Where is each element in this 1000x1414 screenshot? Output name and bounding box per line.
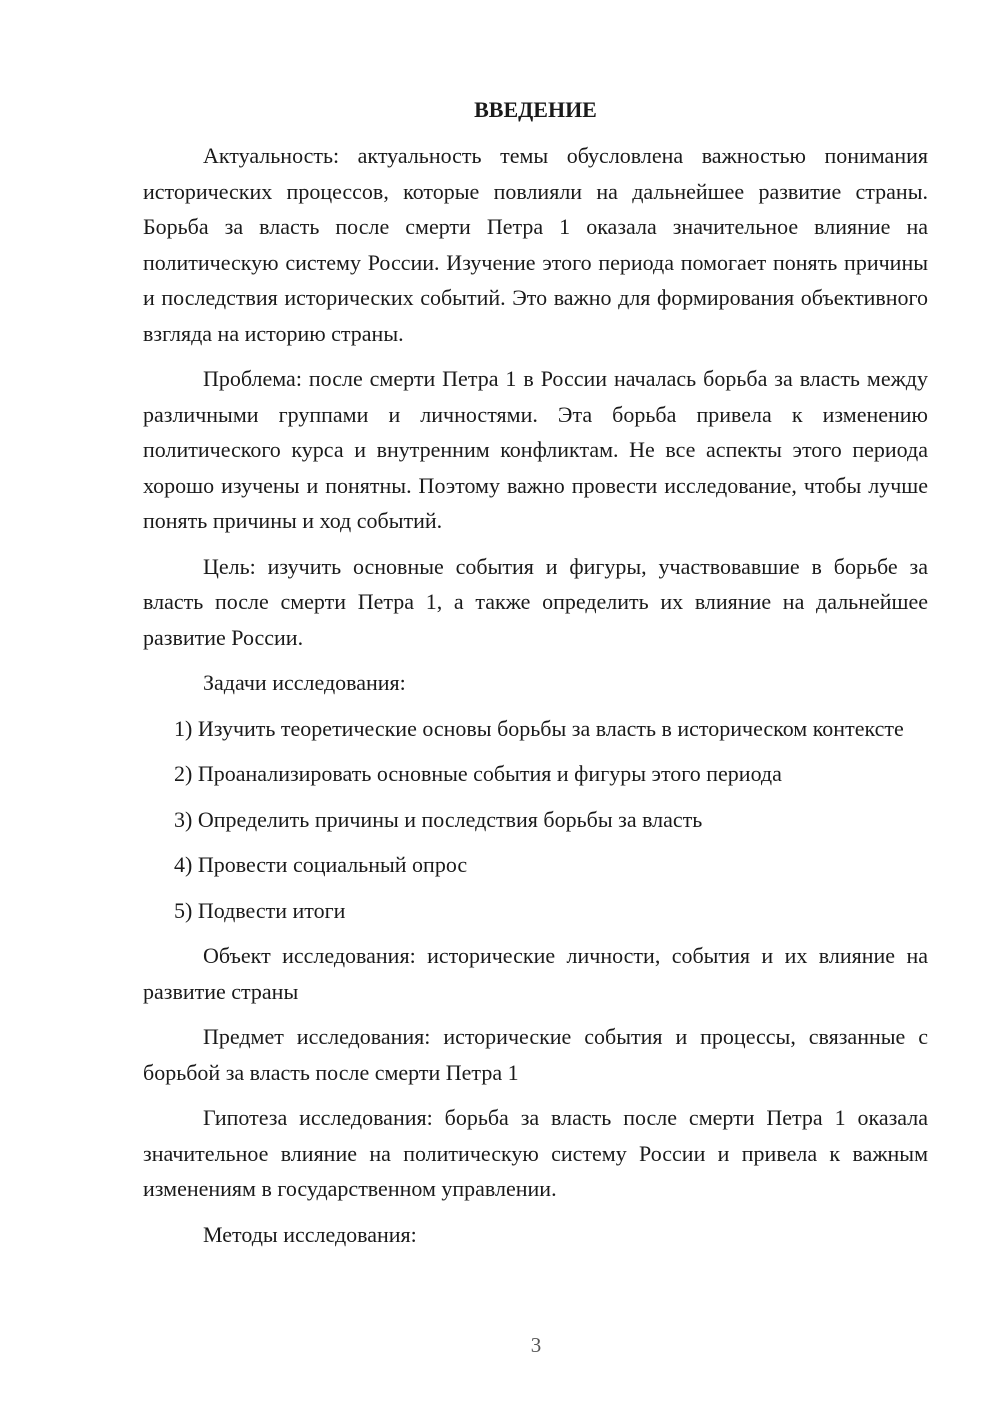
task-item-4: 4) Провести социальный опрос bbox=[174, 852, 468, 877]
relevance-paragraph: Актуальность: актуальность темы обусловлена важностью понимания исторических процессов, которые повлияли на дальнейшее развитие страны. Борьба за власть после смерти Петра 1 оказала значительное влияние на политическую систему России. Изучение этого периода помогает понять причины и последствия исторических событий. Это важно для формирования объективного взгляда на историю страны. bbox=[143, 143, 928, 346]
goal-paragraph: Цель: изучить основные события и фигуры, участвовавшие в борьбе за власть после смерти Петра 1, а также определить их влияние на дальнейшее развитие России. bbox=[143, 553, 928, 650]
page-number: 3 bbox=[530, 1333, 542, 1357]
task-item-2: 2) Проанализировать основные события и фигуры этого периода bbox=[174, 761, 782, 786]
problem-paragraph: Проблема: после смерти Петра 1 в России началась борьба за власть между различными группами и личностями. Эта борьба привела к изменению политического курса и внутренним конфликтам. Не все аспекты этого периода хорошо изучены и понятны. Поэтому важно провести исследование, чтобы лучше понять причины и ход событий. bbox=[143, 366, 928, 533]
task-item-3: 3) Определить причины и последствия борьбы за власть bbox=[174, 806, 703, 832]
task-item-1: 1) Изучить теоретические основы борьбы за власть в историческом контексте bbox=[174, 715, 904, 741]
object-paragraph: Объект исследования: исторические личности, события и их влияние на развитие страны bbox=[143, 943, 928, 1004]
task-item-5: 5) Подвести итоги bbox=[174, 897, 346, 923]
section-heading: ВВЕДЕНИЕ bbox=[474, 97, 597, 122]
hypothesis-paragraph: Гипотеза исследования: борьба за власть после смерти Петра 1 оказала значительное влияние на политическую систему России и привела к важным изменениям в государственном управлении. bbox=[143, 1105, 928, 1201]
tasks-intro: Задачи исследования: bbox=[203, 670, 406, 695]
subject-paragraph: Предмет исследования: исторические события и процессы, связанные с борьбой за власть после смерти Петра 1 bbox=[143, 1024, 928, 1085]
document-page bbox=[143, 94, 928, 1262]
methods-paragraph: Методы исследования: bbox=[203, 1221, 417, 1247]
